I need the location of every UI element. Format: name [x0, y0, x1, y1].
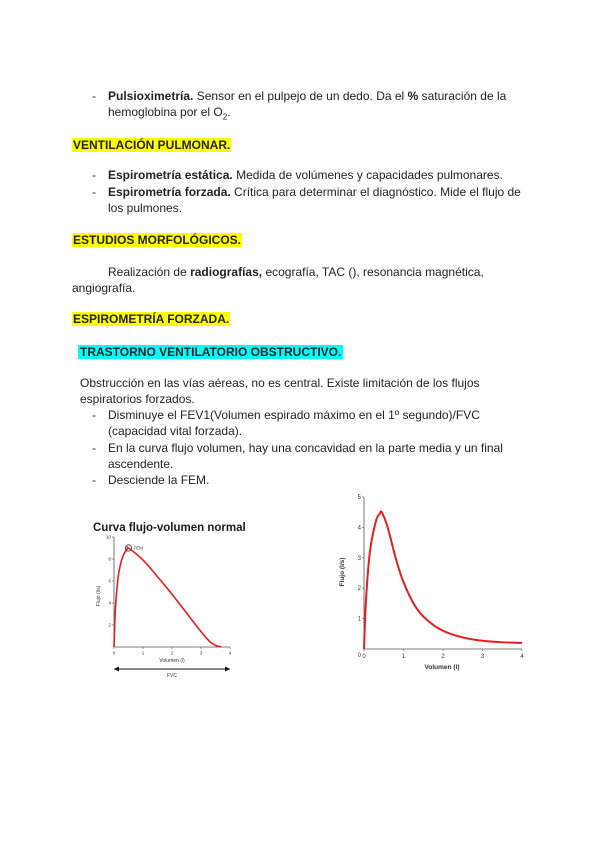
obstructive-chart-area [358, 495, 525, 660]
y-axis-label: Flujo (l/s) [96, 585, 102, 607]
list-item-term: Espirometría estática. [108, 168, 233, 182]
y-tick-label: 8 [108, 556, 111, 562]
x-tick-label: 3 [199, 650, 203, 656]
y-tick-label: 3 [357, 555, 361, 562]
x-tick-label: 0 [112, 650, 116, 656]
pulsioximetria-term: Pulsioximetría. [108, 89, 194, 103]
fvc-arrow-right [225, 667, 230, 672]
list-item-fem: Desciende la FEM. [108, 473, 210, 487]
normal-chart-area [106, 535, 232, 656]
y-tick-label: 4 [108, 600, 111, 606]
estudios-term: radiografías, [190, 265, 263, 279]
figure-title: Curva flujo-volumen normal [93, 522, 246, 534]
o2-subscript: 2 [222, 112, 228, 122]
estudios-paragraph-line-2: angiografía. [72, 281, 136, 295]
estudios-paragraph-line-1 [108, 265, 484, 280]
pulsioximetria-line-1 [108, 89, 506, 104]
fvc-arrow-left [114, 667, 119, 672]
estudios-pre: Realización de [108, 265, 187, 279]
list-item-fev1-cont: (capacidad vital forzada). [108, 424, 243, 438]
list-item-curva-cont: ascendente. [108, 457, 174, 471]
x-tick-label: 3 [480, 654, 485, 660]
trastorno-intro-line-2: espiratorios forzados. [80, 392, 195, 406]
estudios-heading [72, 233, 242, 248]
trastorno-subheading [78, 345, 343, 360]
percent-sign: % [407, 89, 419, 103]
bullet-dash: - [92, 168, 96, 182]
x-tick-label: 4 [520, 654, 524, 660]
pulsioximetria-line-2 [108, 105, 231, 124]
bullet-dash: - [92, 441, 96, 455]
x-tick-label: 1 [401, 654, 406, 660]
bullet-dash: - [92, 185, 96, 199]
list-item-term: Espirometría forzada. [108, 185, 231, 199]
list-item-espirometria-estatica [108, 168, 503, 183]
fem-label: FEM [133, 545, 143, 551]
y-axis-label: Flujo (l/s) [339, 557, 346, 587]
y-tick-label: 6 [108, 578, 111, 584]
normal-flow-volume-figure [80, 514, 255, 678]
y-tick-label: 2 [357, 586, 361, 593]
ventilacion-heading-text: VENTILACIÓN PULMONAR. [73, 138, 231, 152]
bullet-dash: - [92, 473, 96, 487]
list-item-fev1: Disminuye el FEV1(Volumen espirado máximo en el 1º segundo)/FVC [108, 408, 480, 422]
bullet-dash: - [92, 89, 96, 103]
x-tick-label: 1 [141, 650, 145, 656]
list-item-continuation: los pulmones. [108, 201, 183, 215]
espirometria-heading [72, 312, 230, 327]
pulsioximetria-text-1: Sensor en el pulpejo de un dedo. Da el [196, 89, 405, 103]
y-tick-label: 1 [357, 616, 361, 623]
y-tick-label: 5 [357, 495, 361, 501]
y-tick-label: 4 [357, 525, 361, 532]
list-item-text: Medida de volúmenes y capacidades pulmonares. [236, 168, 503, 182]
flow-volume-curve [114, 547, 221, 647]
estudios-heading-text: ESTUDIOS MORFOLÓGICOS. [73, 233, 242, 247]
fvc-label: FVC [167, 673, 177, 678]
trastorno-subheading-text: TRASTORNO VENTILATORIO OBSTRUCTIVO. [80, 345, 342, 359]
y-tick-label: 2 [108, 622, 111, 628]
obstructive-flow-volume-figure [330, 488, 530, 673]
list-item-espirometria-forzada [108, 185, 521, 200]
x-axis-label: Volumen (l) [159, 658, 185, 664]
list-item-curva: En la curva flujo volumen, hay una concavidad en la parte media y un final [108, 441, 503, 455]
x-tick-label: 4 [228, 650, 232, 656]
espirometria-heading-text: ESPIROMETRÍA FORZADA. [73, 312, 230, 326]
flow-volume-curve [364, 511, 522, 649]
origin-label: 0 [357, 653, 361, 659]
estudios-post: ecografía, TAC (), resonancia magnética, [265, 265, 484, 279]
x-tick-label: 2 [170, 650, 174, 656]
y-tick-label: 10 [105, 534, 111, 540]
x-tick-label: 0 [362, 654, 366, 660]
trastorno-intro-line-1: Obstrucción en las vías aéreas, no es central. Existe limitación de los flujos [80, 376, 480, 390]
pulsioximetria-line-2-end: . [227, 105, 231, 119]
pulsioximetria-text-2: saturación de la [421, 89, 507, 103]
bullet-dash: - [92, 408, 96, 422]
x-tick-label: 2 [441, 654, 445, 660]
list-item-text: Crítica para determinar el diagnóstico. Mide el flujo de [234, 185, 521, 199]
x-axis-label: Volumen (l) [424, 664, 460, 671]
pulsioximetria-line-2-text: hemoglobina por el O [108, 105, 223, 119]
ventilacion-heading [72, 138, 231, 153]
